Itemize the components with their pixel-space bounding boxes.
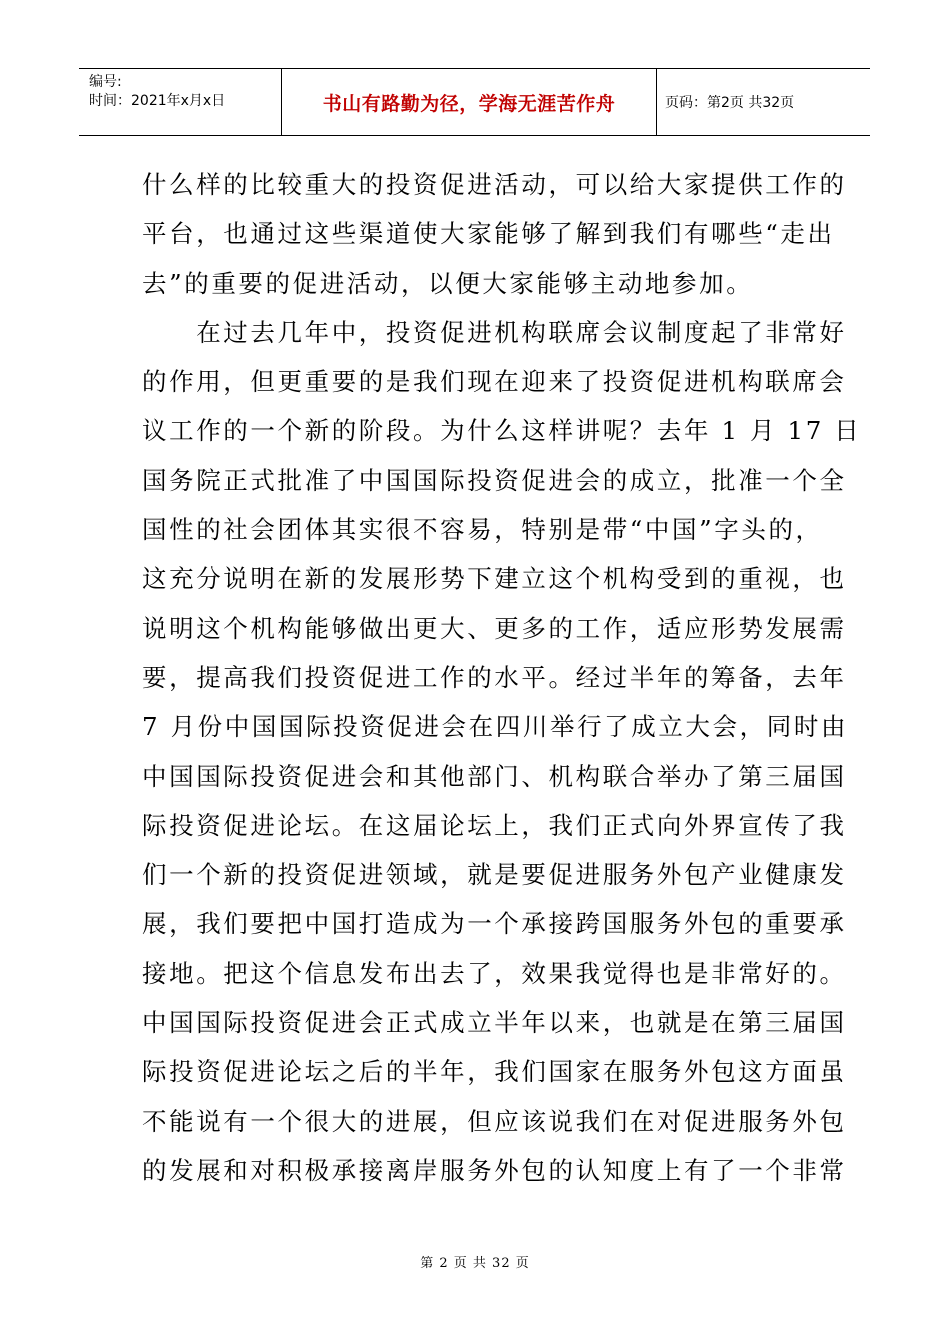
document-time-label: 时间：2021年x月x日 bbox=[89, 93, 226, 109]
document-number-label: 编号: bbox=[89, 74, 122, 90]
body-line: 这充分说明在新的发展形势下建立这个机构受到的重视，也 bbox=[142, 564, 847, 594]
body-line: 平台，也通过这些渠道使大家能够了解到我们有哪些“走出 bbox=[142, 219, 835, 249]
body-line: 去”的重要的促进活动，以便大家能够主动地参加。 bbox=[142, 268, 754, 298]
body-line: 什么样的比较重大的投资促进活动，可以给大家提供工作的 bbox=[142, 170, 847, 199]
header-motto: 书山有路勤为径，学海无涯苦作舟 bbox=[282, 69, 657, 135]
body-line: 国务院正式批准了中国国际投资促进会的成立，批准一个全 bbox=[142, 465, 847, 495]
body-line: 国性的社会团体其实很不容易，特别是带“中国”字头的， bbox=[142, 515, 823, 545]
body-line: 的作用，但更重要的是我们现在迎来了投资促进机构联席会 bbox=[142, 367, 847, 397]
header-page-info: 页码：第2页 共32页 bbox=[665, 95, 795, 111]
body-line: 议工作的一个新的阶段。为什么这样讲呢？去年 1 月 17 日 bbox=[142, 416, 862, 446]
body-line: 的发展和对积极承接离岸服务外包的认知度上有了一个非常 bbox=[142, 1155, 847, 1185]
body-line: 展，我们要把中国打造成为一个承接跨国服务外包的重要承 bbox=[142, 909, 847, 939]
body-line: 不能说有一个很大的进展，但应该说我们在对促进服务外包 bbox=[142, 1106, 847, 1136]
body-line: 接地。把这个信息发布出去了，效果我觉得也是非常好的。 bbox=[142, 958, 847, 988]
page-footer: 第 2 页 共 32 页 bbox=[420, 1256, 530, 1271]
body-line: 说明这个机构能够做出更大、更多的工作，适应形势发展需 bbox=[142, 613, 847, 643]
body-line: 们一个新的投资促进领域，就是要促进服务外包产业健康发 bbox=[142, 860, 847, 890]
body-line: 际投资促进论坛之后的半年，我们国家在服务外包这方面虽 bbox=[142, 1057, 847, 1087]
body-line: 在过去几年中，投资促进机构联席会议制度起了非常好 bbox=[142, 317, 847, 347]
body-line: 际投资促进论坛。在这届论坛上，我们正式向外界宣传了我 bbox=[142, 810, 847, 840]
body-line: 7 月份中国国际投资促进会在四川举行了成立大会，同时由 bbox=[142, 712, 849, 742]
header-meta bbox=[79, 69, 282, 135]
body-line: 要，提高我们投资促进工作的水平。经过半年的筹备，去年 bbox=[142, 662, 847, 692]
page-header bbox=[79, 68, 870, 136]
document-body bbox=[142, 160, 862, 1195]
body-line: 中国国际投资促进会和其他部门、机构联合举办了第三届国 bbox=[142, 761, 847, 791]
body-line: 中国国际投资促进会正式成立半年以来，也就是在第三届国 bbox=[142, 1008, 847, 1038]
